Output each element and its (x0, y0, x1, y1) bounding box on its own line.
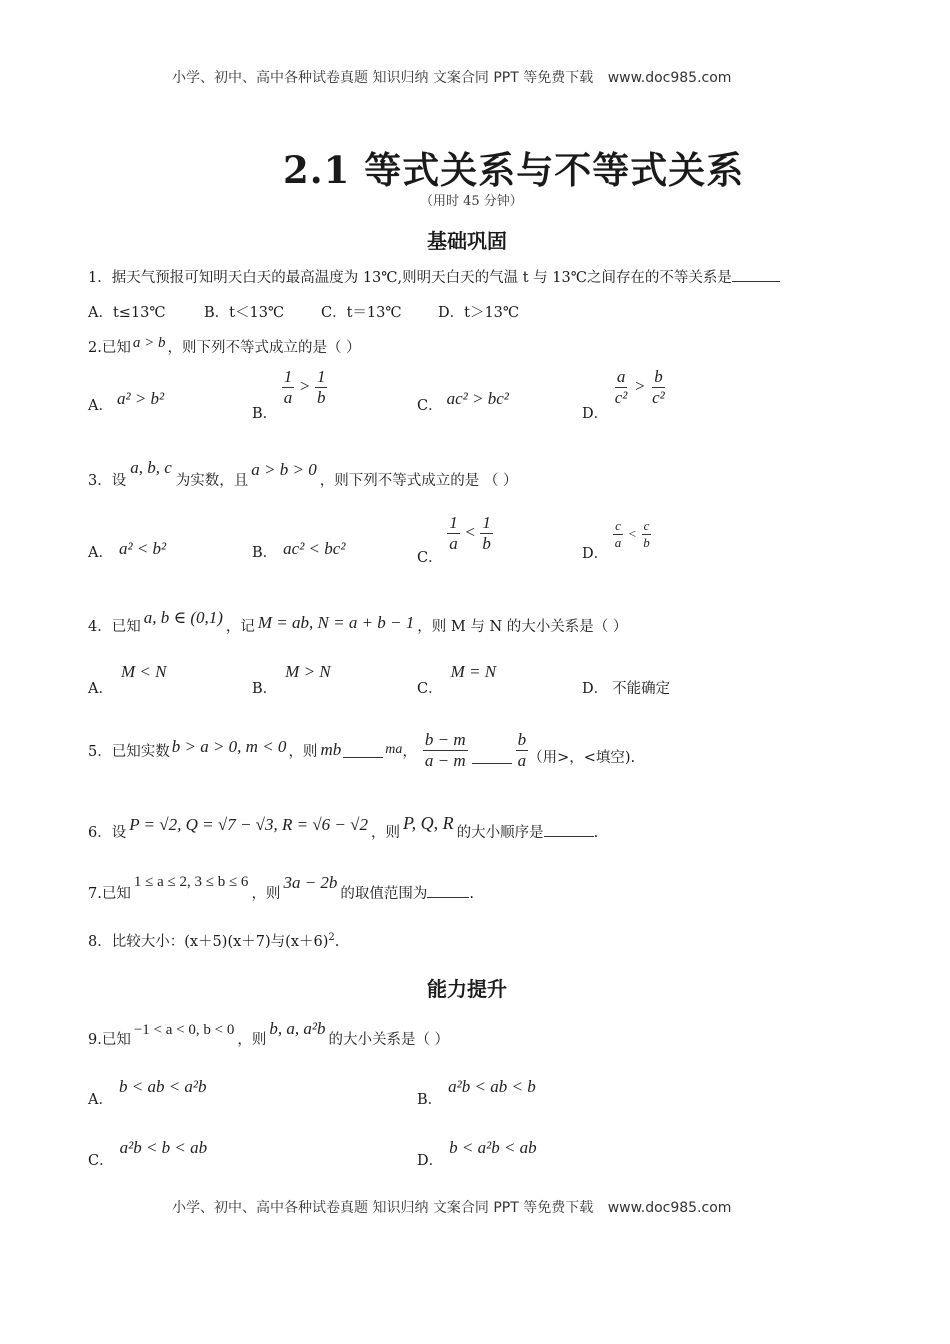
question-9 (88, 1019, 450, 1049)
q9-condition: −1 < a < 0, b < 0 (133, 1022, 235, 1038)
q1-option-c: C．t＝13℃ (321, 305, 402, 321)
footer-url[interactable]: www.doc985.com (607, 1200, 732, 1216)
q2-b-op: > (298, 376, 311, 396)
q9-option-b (417, 1077, 536, 1109)
time-limit: （用时 45 分钟） (420, 194, 523, 209)
page-header (172, 67, 731, 87)
q2-c-label: C． (417, 398, 443, 414)
q6-suffix: 的大小顺序是 (456, 825, 544, 841)
q7-suffix: 的取值范围为 (340, 886, 428, 902)
q9-option-a (88, 1077, 207, 1109)
q3-d-frac2: $\frac{c}{b}$ (643, 518, 650, 550)
q2-a-expr: a² > b² (116, 389, 165, 408)
q6-definition: P = √2, Q = √7 − √3, R = √6 − √2 (129, 815, 368, 834)
q5-condition: b > a > 0, m < 0 (171, 737, 287, 756)
question-6: 6．设 P = √2, Q = √7 − √3, R = √6 − √2 ，则 P, Q, R 的大小顺序是 . (88, 813, 599, 841)
q5-mid: ，则 (288, 743, 318, 760)
q2-option-d (582, 367, 667, 423)
q9-d-expr: b < a²b < ab (449, 1138, 537, 1157)
q5-suffix: （用>，<填空). (528, 749, 636, 766)
q2-c-expr: ac² > bc² (446, 389, 509, 408)
q3-c-label: C． (417, 550, 443, 567)
q3-b-expr: ac² < bc² (283, 539, 346, 558)
q2-d-label: D． (582, 406, 609, 423)
q3-vars: a, b, c (130, 458, 172, 477)
q4-c-expr: M = N (450, 662, 497, 681)
q3-d-frac1: $\frac{c}{a}$ (614, 518, 622, 550)
q9-option-d (417, 1138, 537, 1170)
q2-b-label: B． (252, 406, 278, 423)
q9-c-label: C． (88, 1153, 114, 1169)
page-footer (172, 1197, 731, 1217)
q3-condition: a > b > 0 (251, 460, 317, 479)
q3-prefix: 3．设 (88, 473, 127, 489)
q9-suffix: 的大小关系是（ ） (328, 1032, 450, 1048)
q6-vars: P, Q, R (402, 813, 454, 833)
section-advanced: 能力提升 (427, 977, 507, 1001)
question-2 (88, 336, 361, 357)
q3-option-a (88, 541, 166, 562)
q5-expr-mb: mb (320, 740, 342, 759)
q1-text: 1．据天气预报可知明天白天的最高温度为 13℃,则明天白天的气温 t 与 13℃之间存在的不等关系是 (88, 270, 732, 286)
q4-a-expr: M < N (120, 662, 167, 681)
q2-d-op: > (634, 376, 646, 396)
footer-text: 小学、初中、高中各种试卷真题 知识归纳 文案合同 PPT 等免费下载 (172, 1200, 594, 1216)
q9-a-label: A． (88, 1092, 113, 1108)
question-1 (88, 266, 780, 287)
q4-option-a (88, 662, 167, 698)
q8-text: 8．比较大小：(x＋5)(x＋7)与(x＋6) (88, 934, 329, 950)
q5-expr-ma: ma (385, 742, 403, 757)
q4-d-text: 不能确定 (612, 681, 671, 697)
q9-prefix: 9.已知 (88, 1032, 131, 1048)
q4-suffix: ，则 M 与 N 的大小关系是（ ） (417, 619, 628, 635)
q3-a-expr: a² < b² (118, 539, 167, 558)
q3-suffix: ，则下列不等式成立的是 （ ） (319, 473, 518, 489)
q2-a-label: A． (88, 398, 113, 414)
question-8: 8．比较大小：(x＋5)(x＋7)与$(x+6)^2$. (88, 932, 340, 950)
q2-b-frac1: $\frac{1}{a}$ (283, 367, 293, 407)
q4-prefix: 4．已知 (88, 619, 141, 635)
q2-condition: a > b (132, 335, 166, 351)
q4-option-b (252, 662, 331, 698)
question-7: 7.已知1 ≤ a ≤ 2, 3 ≤ b ≤ 6，则3a − 2b的取值范围为 . (88, 873, 475, 902)
q2-prefix: 2.已知 (88, 340, 131, 356)
q4-b-label: B． (252, 681, 278, 697)
question-5: 5．已知实数 b > a > 0, m < 0 ，则 mb ma ， $\frac{b - m}{a - m}$ $\frac{b}{a}$ （用>，<填空). (88, 729, 636, 770)
q3-a-label: A． (88, 545, 113, 561)
q9-c-expr: a²b < b < ab (119, 1138, 208, 1157)
q4-d-label: D． (582, 681, 609, 697)
q7-expr: 3a − 2b (283, 873, 338, 892)
q5-fraction-2: $\frac{b}{a}$ (517, 729, 527, 770)
q3-d-label: D． (582, 546, 609, 563)
q3-option-c (417, 513, 493, 567)
q9-option-c (88, 1138, 208, 1170)
q2-b-frac2: $\frac{1}{b}$ (316, 367, 326, 407)
q2-d-frac1: $\frac{a}{\text{c²}}$ (614, 367, 628, 407)
q7-mid: ，则 (251, 886, 281, 902)
q3-c-frac1: $\frac{1}{a}$ (449, 513, 458, 553)
q6-blank (544, 822, 594, 837)
q4-b-expr: M > N (285, 662, 331, 681)
q4-mid: ，记 (225, 619, 255, 635)
q6-mid: ，则 (370, 825, 400, 841)
q7-prefix: 7.已知 (88, 886, 131, 902)
q5-prefix: 5．已知实数 (88, 743, 170, 760)
q3-mid: 为实数，且 (175, 473, 249, 489)
q9-mid: ，则 (237, 1032, 267, 1048)
q5-blank-1 (343, 743, 383, 758)
page-title: 2.1 等式关系与不等式关系 (283, 148, 745, 192)
q2-d-frac2: $\frac{b}{\text{c²}}$ (652, 367, 665, 407)
q2-option-b (252, 367, 327, 423)
q3-b-label: B． (252, 545, 278, 561)
question-3 (88, 458, 518, 490)
q3-option-d (582, 518, 652, 563)
q3-c-op: < (464, 522, 476, 542)
q2-suffix: ，则下列不等式成立的是（ ） (167, 340, 361, 356)
q9-b-expr: a²b < ab < b (448, 1077, 536, 1096)
q1-option-d: D．t＞13℃ (438, 305, 520, 321)
q3-option-b (252, 541, 345, 562)
q5-blank-2 (472, 749, 512, 764)
q3-d-op: < (627, 526, 637, 542)
q9-b-label: B． (417, 1092, 443, 1108)
q4-option-d (582, 677, 670, 698)
question-4 (88, 608, 628, 636)
q7-blank (427, 883, 469, 898)
q6-prefix: 6．设 (88, 825, 127, 841)
q4-c-label: C． (417, 681, 443, 697)
q5-fraction-1: $\frac{b - m}{a - m}$ (424, 729, 466, 770)
q8-exponent: 2 (328, 932, 335, 944)
q9-vars: b, a, a²b (269, 1019, 326, 1038)
q4-a-label: A． (88, 681, 113, 697)
q4-condition: a, b ∈ (0,1) (143, 608, 223, 627)
q4-definition: M = ab, N = a + b − 1 (257, 613, 415, 632)
section-basic: 基础巩固 (427, 229, 507, 253)
q9-a-expr: b < ab < a²b (118, 1077, 207, 1096)
q4-option-c (417, 662, 497, 698)
q2-option-c (417, 389, 509, 415)
q9-d-label: D． (417, 1153, 444, 1169)
q1-option-b: B．t＜13℃ (204, 305, 285, 321)
q1-blank (732, 267, 780, 282)
header-text: 小学、初中、高中各种试卷真题 知识归纳 文案合同 PPT 等免费下载 (172, 70, 594, 86)
q2-option-a (88, 389, 165, 415)
header-url[interactable]: www.doc985.com (607, 70, 732, 86)
q1-option-a: A．t≤13℃ (88, 305, 166, 321)
q7-condition: 1 ≤ a ≤ 2, 3 ≤ b ≤ 6 (133, 874, 249, 890)
q3-c-frac2: $\frac{1}{b}$ (482, 513, 491, 553)
